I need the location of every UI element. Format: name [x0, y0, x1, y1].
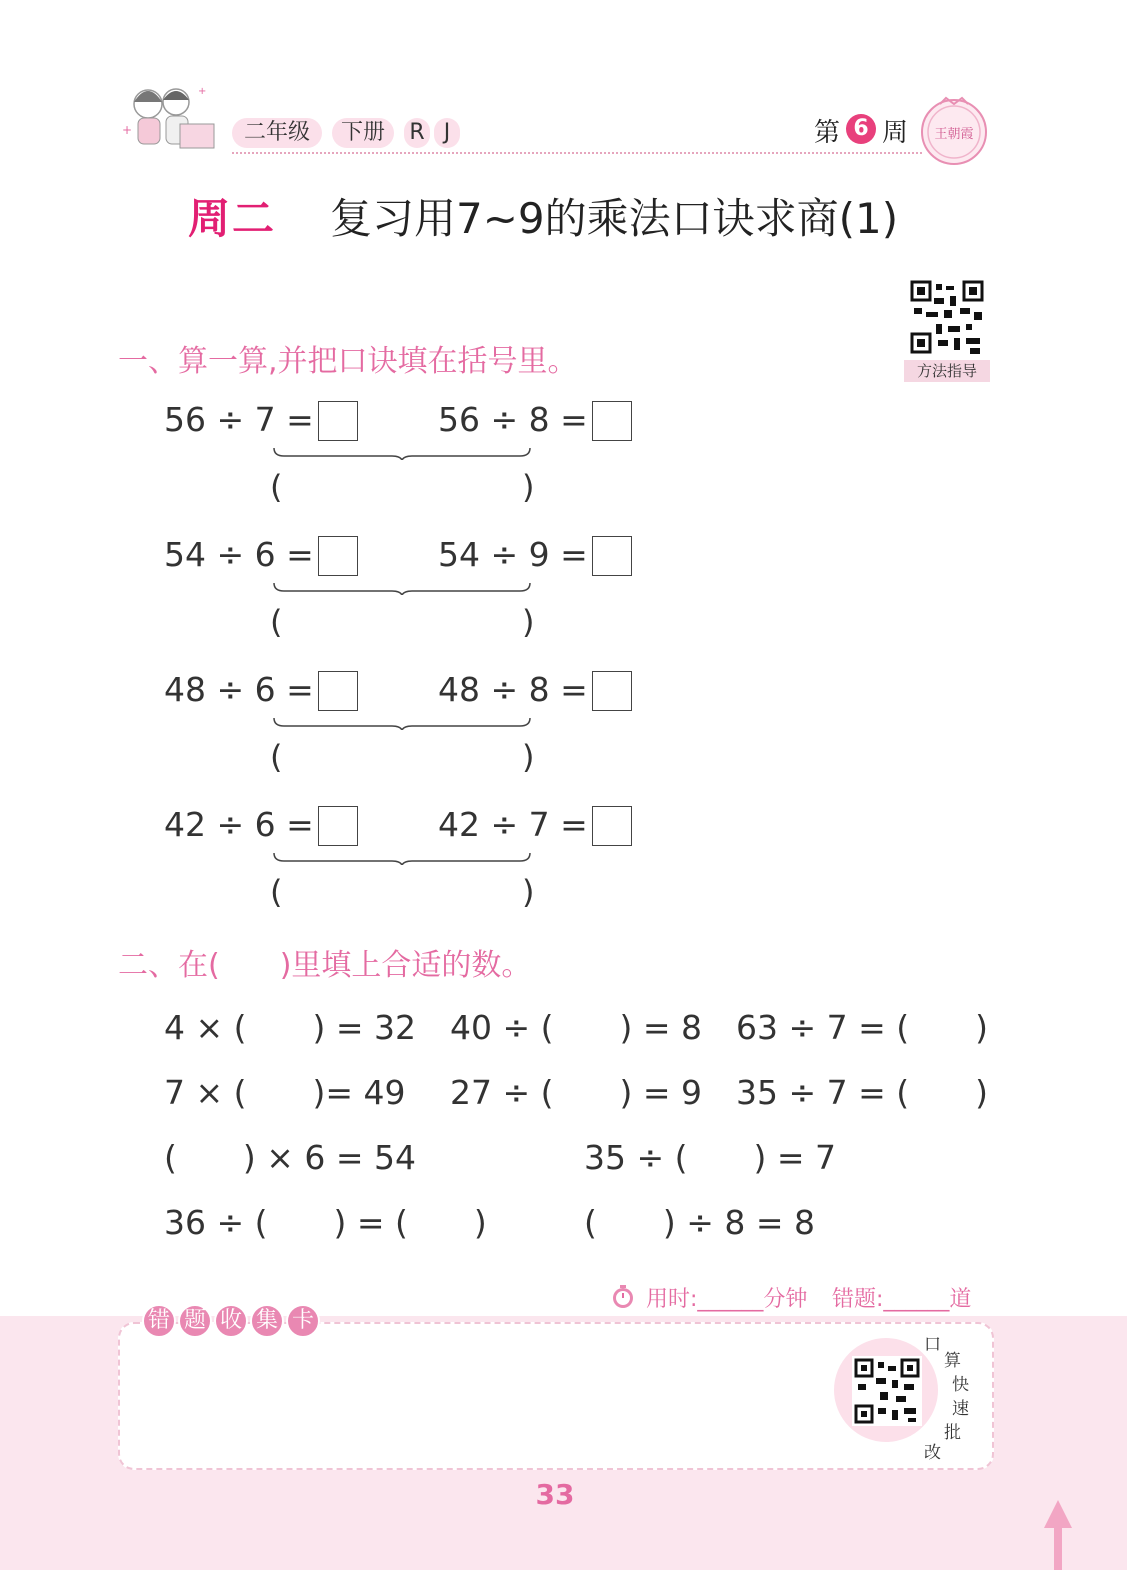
- week-prefix: 第: [814, 118, 841, 148]
- fill-equation[interactable]: 63 ÷ 7 = ( ): [736, 1008, 988, 1047]
- fill-equation[interactable]: 4 × ( ) = 32: [164, 1008, 416, 1047]
- week-suffix: 周: [882, 118, 909, 148]
- answer-box[interactable]: [592, 671, 632, 711]
- collect-char: 题: [178, 1304, 212, 1338]
- equation-left: 48 ÷ 6 =: [164, 670, 314, 709]
- collect-char: 卡: [286, 1304, 320, 1338]
- rhyme-answer-field[interactable]: [290, 740, 520, 776]
- badge-text: 王朝霞: [934, 127, 974, 142]
- side-char: 算: [944, 1351, 961, 1371]
- lesson-title: 复习用7~9的乘法口诀求商(1): [330, 194, 899, 243]
- rhyme-answer-field[interactable]: [290, 470, 520, 506]
- paren-close: ): [522, 468, 535, 506]
- fill-equation[interactable]: 27 ÷ ( ) = 9: [450, 1073, 702, 1112]
- side-char: 口: [924, 1335, 941, 1355]
- paren-close: ): [522, 738, 535, 776]
- qr-code-icon[interactable]: [852, 1356, 922, 1426]
- answer-box[interactable]: [318, 671, 358, 711]
- svg-text:+: +: [198, 86, 207, 97]
- brand-badge-icon: [918, 94, 990, 166]
- fill-equation[interactable]: 35 ÷ ( ) = 7: [584, 1138, 836, 1177]
- qr-caption: 方法指导: [904, 360, 990, 382]
- paren-open: (: [270, 468, 283, 506]
- fill-equation[interactable]: 40 ÷ ( ) = 8: [450, 1008, 702, 1047]
- answer-box[interactable]: [592, 401, 632, 441]
- brace-icon: [272, 446, 532, 460]
- day-title: 周二: [188, 194, 277, 243]
- edition-r-label: R: [404, 118, 430, 148]
- side-char: 批: [944, 1423, 961, 1443]
- header-divider: [232, 152, 922, 154]
- paren-open: (: [270, 603, 283, 641]
- rhyme-answer-field[interactable]: [290, 875, 520, 911]
- volume-label: 下册: [332, 118, 394, 148]
- week-number: 6: [846, 114, 876, 144]
- kids-illustration: [118, 74, 218, 156]
- side-char: 快: [952, 1375, 969, 1395]
- page-number: 33: [535, 1478, 575, 1511]
- collect-char: 错: [142, 1304, 176, 1338]
- stopwatch-icon: [610, 1284, 636, 1310]
- section2-title: 二、在( )里填上合适的数。: [118, 948, 532, 983]
- qr-code-icon[interactable]: [904, 276, 990, 360]
- equation-left: 42 ÷ 6 =: [164, 805, 314, 844]
- answer-box[interactable]: [318, 536, 358, 576]
- fill-equation[interactable]: 36 ÷ ( ) = ( ): [164, 1203, 487, 1242]
- edition-j-label: J: [434, 118, 460, 148]
- equation-left: 54 ÷ 6 =: [164, 535, 314, 574]
- equation-right: 48 ÷ 8 =: [438, 670, 588, 709]
- answer-box[interactable]: [318, 806, 358, 846]
- equation-left: 56 ÷ 7 =: [164, 400, 314, 439]
- answer-box[interactable]: [592, 536, 632, 576]
- collect-char: 收: [214, 1304, 248, 1338]
- paren-close: ): [522, 603, 535, 641]
- rhyme-answer-field[interactable]: [290, 605, 520, 641]
- time-used-label: 用时:______分钟: [646, 1287, 808, 1312]
- collect-card-label: [142, 1304, 320, 1340]
- fill-equation[interactable]: ( ) ÷ 8 = 8: [584, 1203, 815, 1242]
- collect-char: 集: [250, 1304, 284, 1338]
- fill-equation[interactable]: ( ) × 6 = 54: [164, 1138, 416, 1177]
- side-char: 速: [952, 1399, 969, 1419]
- wrong-count-label: 错题:______道: [832, 1287, 972, 1312]
- equation-right: 54 ÷ 9 =: [438, 535, 588, 574]
- equation-right: 56 ÷ 8 =: [438, 400, 588, 439]
- grade-label: 二年级: [232, 118, 322, 148]
- paren-open: (: [270, 873, 283, 911]
- section1-title: 一、算一算,并把口诀填在括号里。: [118, 344, 578, 379]
- up-arrow-icon: [1038, 1498, 1078, 1570]
- equation-right: 42 ÷ 7 =: [438, 805, 588, 844]
- answer-box[interactable]: [592, 806, 632, 846]
- svg-text:+: +: [122, 123, 133, 137]
- paren-close: ): [522, 873, 535, 911]
- paren-open: (: [270, 738, 283, 776]
- side-char: 改: [924, 1443, 941, 1463]
- answer-box[interactable]: [318, 401, 358, 441]
- brace-icon: [272, 716, 532, 730]
- brace-icon: [272, 851, 532, 865]
- fill-equation[interactable]: 35 ÷ 7 = ( ): [736, 1073, 988, 1112]
- fill-equation[interactable]: 7 × ( )= 49: [164, 1073, 406, 1112]
- brace-icon: [272, 581, 532, 595]
